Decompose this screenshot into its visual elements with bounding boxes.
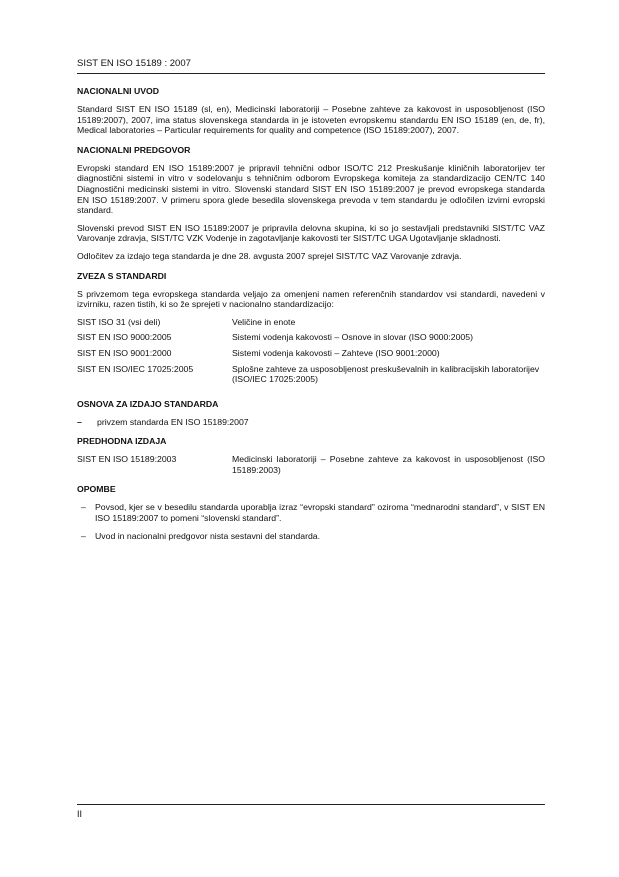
standard-code: SIST ISO 31 (vsi deli) [77,316,161,327]
table-row [77,317,545,333]
list-dash-marker: – [81,530,86,541]
section-heading: ZVEZA S STANDARDI [77,270,167,281]
section-heading: PREDHODNA IZDAJA [77,436,167,447]
standard-title: Veličine in enote [232,316,296,327]
section-paragraph: Odločitev za izdajo tega standarda je dne 28. avgusta 2007 sprejel SIST/TC VAZ Varovanje zdravja. [77,250,462,261]
standard-code: SIST EN ISO 15189:2003 [77,454,177,465]
standard-code: SIST EN ISO 9001:2000 [77,347,172,358]
basis-list [77,417,545,428]
reference-standards-table [77,317,545,390]
list-item-text: Uvod in nacionalni predgovor nista sestavni del standarda. [95,530,321,541]
standard-code: SIST EN ISO 9000:2005 [77,332,172,343]
list-item [77,417,545,428]
list-item-text: privzem standarda EN ISO 15189:2007 [97,416,249,427]
section-heading: OSNOVA ZA IZDAJO STANDARDA [77,398,219,409]
standard-title: Medicinski laboratoriji – Posebne zahteve za kakovost in usposobljenost (ISO 15189:2003) [232,454,545,475]
standard-title: Splošne zahteve za usposobljenost preskuševalnih in kalibracijskih laboratorijev (ISO/IEC 17025:2005) [232,363,540,385]
header-rule [77,73,545,74]
section-paragraph: Standard SIST EN ISO 15189 (sl, en), Medicinski laboratoriji – Posebne zahteve za kakovost in usposobljenost (ISO 15189:2007), 2007, ima status slovenskega standarda in je istoveten evropskemu standardu EN ISO 15189 (en, de, fr), Medical laboratories – Particular requirements for quality and competence (ISO 15189:2007), 2007. [77,104,545,136]
previous-edition-row [77,454,545,475]
page-number: II [77,809,83,819]
table-row [77,364,545,390]
section-zveza-s-standardi [77,271,545,390]
section-predhodna-izdaja [77,436,545,475]
standard-title: Sistemi vodenja kakovosti – Osnove in slovar (ISO 9000:2005) [232,332,473,343]
footer-rule [77,804,545,805]
table-row [77,332,545,348]
document-header-id: SIST EN ISO 15189 : 2007 [77,58,191,69]
section-paragraph: S privzemom tega evropskega standarda veljajo za omenjeni namen referenčnih standardov vsi standardi, navedeni v izvirniku, razen tistih, ki so že sprejeti v nacionalno standardizacijo: [77,288,545,310]
list-item [77,531,545,542]
list-dash-marker: – [77,416,82,427]
list-item-text: Povsod, kjer se v besedilu standarda uporablja izraz “evropski standard” oziroma “mednarodni standard”, v SIST EN ISO 15189:2007 to pomeni “slovenski standard”. [95,502,545,524]
list-item [77,502,545,523]
section-heading: NACIONALNI UVOD [77,86,160,96]
section-nacionalni-predgovor [77,145,545,262]
document-body [77,86,545,550]
section-heading: OPOMBE [77,484,116,495]
section-opombe [77,484,545,541]
table-row [77,348,545,364]
section-nacionalni-uvod [77,86,545,136]
standard-code: SIST EN ISO/IEC 17025:2005 [77,363,194,374]
section-paragraph: Slovenski prevod SIST EN ISO 15189:2007 je pripravila delovna skupina, ki so jo sestavljali predstavniki SIST/TC VAZ Varovanje zdravja, SIST/TC VZK Vodenje in zagotavljanje kakovosti ter SIST/TC UGA Ugotavljanje skladnosti. [77,222,545,244]
section-heading: NACIONALNI PREDGOVOR [77,144,191,155]
section-osnova-za-izdajo [77,399,545,428]
notes-list [77,502,545,541]
list-dash-marker: – [81,502,86,513]
standard-title: Sistemi vodenja kakovosti – Zahteve (ISO 9001:2000) [232,347,440,358]
section-paragraph: Evropski standard EN ISO 15189:2007 je pripravil tehnični odbor ISO/TC 212 Preskušanje kliničnih laboratorijev ter diagnostični sistemi in vitro v sodelovanju s tehničnim odborom Evropskega komiteja za standardizacijo CEN/TC 140 Diagnostični medicinski sistemi in vitro. Slovenski standard SIST EN ISO 15189:2007 je prevod evropskega standarda EN ISO 15189:2007. V primeru spora glede besedila slovenskega prevoda v tem standardu je odločilen izvirni evropski standard. [77,162,545,216]
